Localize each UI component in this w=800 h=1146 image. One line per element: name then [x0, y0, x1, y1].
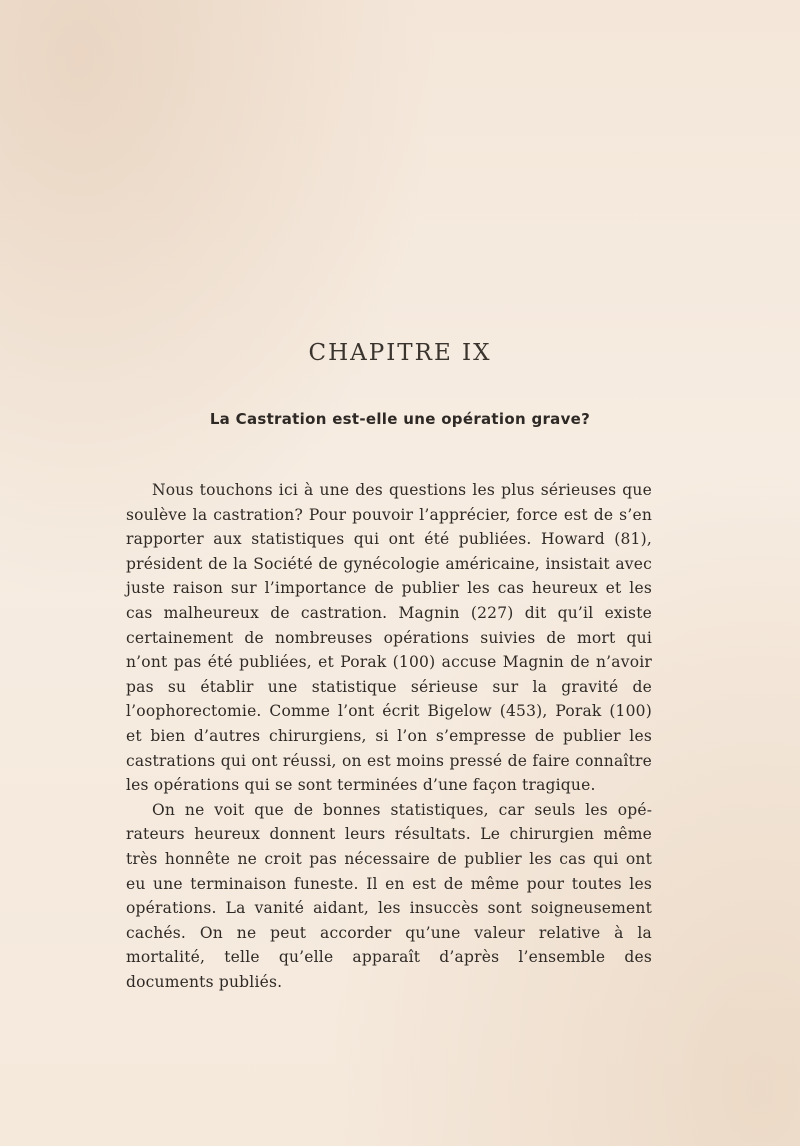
- chapter-title: CHAPITRE IX: [308, 340, 492, 366]
- paragraph-1: Nous touchons ici à une des questions les plus sérieuses que soulève la castration? Pour pouvoir l’apprécier, force est de s’en rapporter aux statistiques qui ont été publiées. Howard (81), président de la Société de gynécologie américaine, insistait avec juste raison sur l’importance de publier les cas heureux et les cas malheureux de castration. Magnin (227) dit qu’il existe certainement de nombreuses opérations suivies de mort qui n’ont pas été publiées, et Porak (100) accuse Magnin de n’avoir pas su établir une statistique sérieuse sur la gravité de l’oophorectomie. Comme l’ont écrit Bigelow (453), Porak (100) et bien d’autres chirurgiens, si l’on s’empresse de publier les castrations qui ont réussi, on est moins pressé de faire connaître les opérations qui se sont terminées d’une façon tragique.: [126, 481, 652, 795]
- chapter-body: [126, 478, 652, 994]
- paragraph-2: On ne voit que de bonnes statistiques, car seuls les opérateurs heureux donnent leurs résultats. Le chirurgien même très honnête ne croit pas nécessaire de publier les cas qui ont eu une terminaison funeste. Il en est de même pour toutes les opérations. La vanité aidant, les insuccès sont soigneusement cachés. On ne peut accorder qu’une valeur relative à la mortalité, telle qu’elle apparaît d’après l’ensemble des documents publiés.: [126, 800, 652, 991]
- chapter-subtitle: La Castration est-elle une opération grave?: [209, 410, 591, 428]
